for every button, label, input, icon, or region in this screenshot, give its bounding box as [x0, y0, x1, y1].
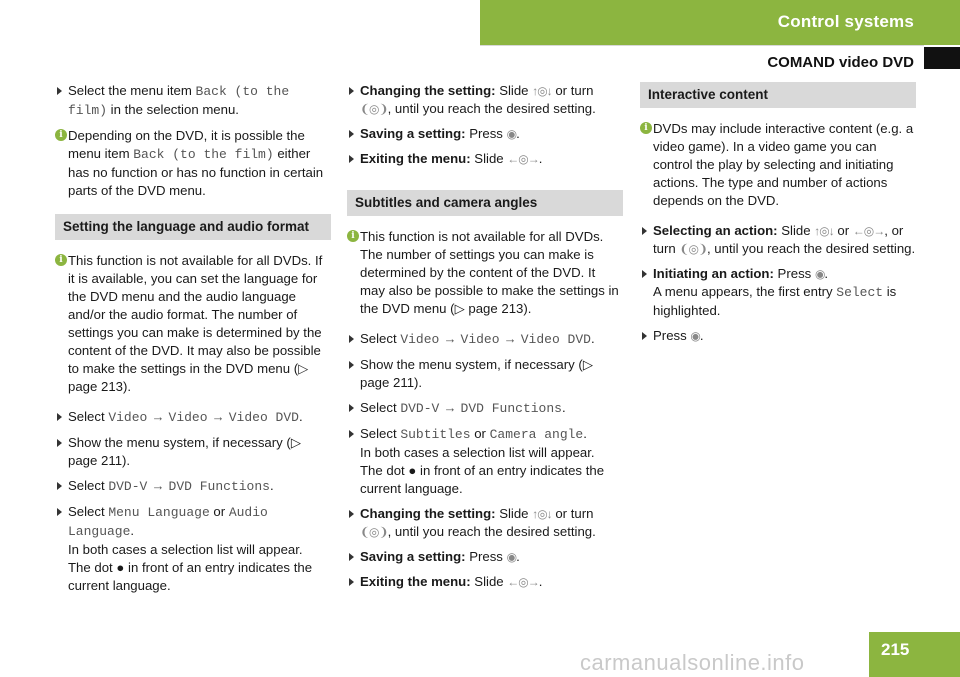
slide-left-right-icon: ←◎→: [507, 575, 539, 589]
step-select-video: Select Video → Video → Video DVD.: [55, 408, 331, 427]
subsection-title: COMAND video DVD: [767, 54, 914, 71]
arrow-icon: →: [151, 478, 165, 493]
triangle-ref-icon: ▷: [298, 361, 309, 376]
arrow-icon: →: [443, 331, 457, 346]
press-controller-icon: ◉: [506, 127, 517, 141]
step-exiting-menu: Exiting the menu: Slide ←◎→.: [347, 150, 623, 168]
section-title: Control systems: [777, 12, 914, 31]
section-heading: Subtitles and camera angles: [347, 190, 623, 216]
page-number-box: [869, 632, 960, 677]
step-changing-setting: Changing the setting: Slide ↑◎↓ or turn ❨◎❩, until you reach the desired setting.: [347, 82, 623, 118]
slide-left-right-icon: ←◎→: [507, 152, 539, 166]
step-show-menu: Show the menu system, if necessary (▷ page 211).: [347, 356, 623, 392]
step-select-dvdv: Select DVD-V → DVD Functions.: [55, 477, 331, 496]
turn-controller-icon: ❨◎❩: [360, 102, 388, 116]
watermark: carmanualsonline.info: [580, 650, 805, 675]
step-selecting-action: Selecting an action: Slide ↑◎↓ or ←◎→, or turn ❨◎❩, until you reach the desired setting.: [640, 222, 916, 258]
section-heading: Setting the language and audio format: [55, 214, 331, 240]
header-rule: [480, 45, 924, 46]
step-select-back: Select the menu item Back (to the film) in the selection menu.: [55, 82, 331, 120]
bullet-dot-icon: ●: [408, 463, 417, 478]
step-saving-setting: Saving a setting: Press ◉.: [347, 125, 623, 143]
info-note: i Depending on the DVD, it is possible the menu item Back (to the film) either has no function or has no function in certain parts of the DVD menu.: [55, 127, 331, 200]
arrow-icon: →: [443, 400, 457, 415]
step-select-dvdv: Select DVD-V → DVD Functions.: [347, 399, 623, 418]
arrow-icon: →: [211, 409, 225, 424]
menu-item-code: Back (to the film): [68, 84, 290, 118]
arrow-icon: →: [503, 331, 517, 346]
section-heading: Interactive content: [640, 82, 916, 108]
column-3: [640, 82, 916, 352]
press-controller-icon: ◉: [690, 329, 700, 343]
info-icon: i: [347, 230, 359, 242]
step-exiting-menu: Exiting the menu: Slide ←◎→.: [347, 573, 623, 591]
header-bar: [480, 0, 960, 45]
step-initiating-action: Initiating an action: Press ◉. A menu appears, the first entry Select is highlighted.: [640, 265, 916, 320]
column-2: [347, 82, 623, 598]
slide-up-down-icon: ↑◎↓: [814, 224, 834, 238]
step-select-language: Select Menu Language or Audio Language. In both cases a selection list will appear. The dot ● in front of an entry indicates the current language.: [55, 503, 331, 595]
info-note: i This function is not available for all DVDs. The number of settings you can make is determined by the content of the DVD. It may also be possible to make the settings in the DVD menu (▷ page 213).: [347, 228, 623, 318]
arrow-icon: →: [151, 409, 165, 424]
step-show-menu: Show the menu system, if necessary (▷ page 211).: [55, 434, 331, 470]
info-icon: i: [640, 122, 652, 134]
step-select-subtitles: Select Subtitles or Camera angle. In both cases a selection list will appear. The dot ● in front of an entry indicates the current language.: [347, 425, 623, 498]
step-saving-setting: Saving a setting: Press ◉.: [347, 548, 623, 566]
triangle-ref-icon: ▷: [454, 301, 469, 316]
info-note: i This function is not available for all DVDs. If it is available, you can set the language for the DVD menu and the audio language and/or the audio format. The number of settings you can make is determined by the content of the DVD. It may also be possible to make the settings in the DVD menu (▷ page 213).: [55, 252, 331, 396]
triangle-ref-icon: ▷: [290, 435, 301, 450]
turn-controller-icon: ❨◎❩: [360, 525, 388, 539]
step-select-video: Select Video → Video → Video DVD.: [347, 330, 623, 349]
slide-left-right-icon: ←◎→: [852, 224, 885, 238]
step-changing-setting: Changing the setting: Slide ↑◎↓ or turn ❨◎❩, until you reach the desired setting.: [347, 505, 623, 541]
turn-controller-icon: ❨◎❩: [679, 242, 707, 256]
slide-up-down-icon: ↑◎↓: [532, 84, 552, 98]
info-icon: i: [55, 129, 67, 141]
press-controller-icon: ◉: [506, 550, 517, 564]
triangle-ref-icon: ▷: [582, 357, 593, 372]
slide-up-down-icon: ↑◎↓: [532, 507, 552, 521]
press-controller-icon: ◉: [814, 267, 825, 281]
info-note: i DVDs may include interactive content (e.g. a video game). In a video game you can control the play by selecting and initiating actions. The type and number of actions depends on the DVD.: [640, 120, 916, 210]
page-number: 215: [881, 640, 910, 659]
header-marker: [924, 47, 960, 69]
step-press: Press ◉.: [640, 327, 916, 345]
bullet-dot-icon: ●: [116, 560, 125, 575]
column-1: [55, 82, 331, 602]
info-icon: i: [55, 254, 67, 266]
